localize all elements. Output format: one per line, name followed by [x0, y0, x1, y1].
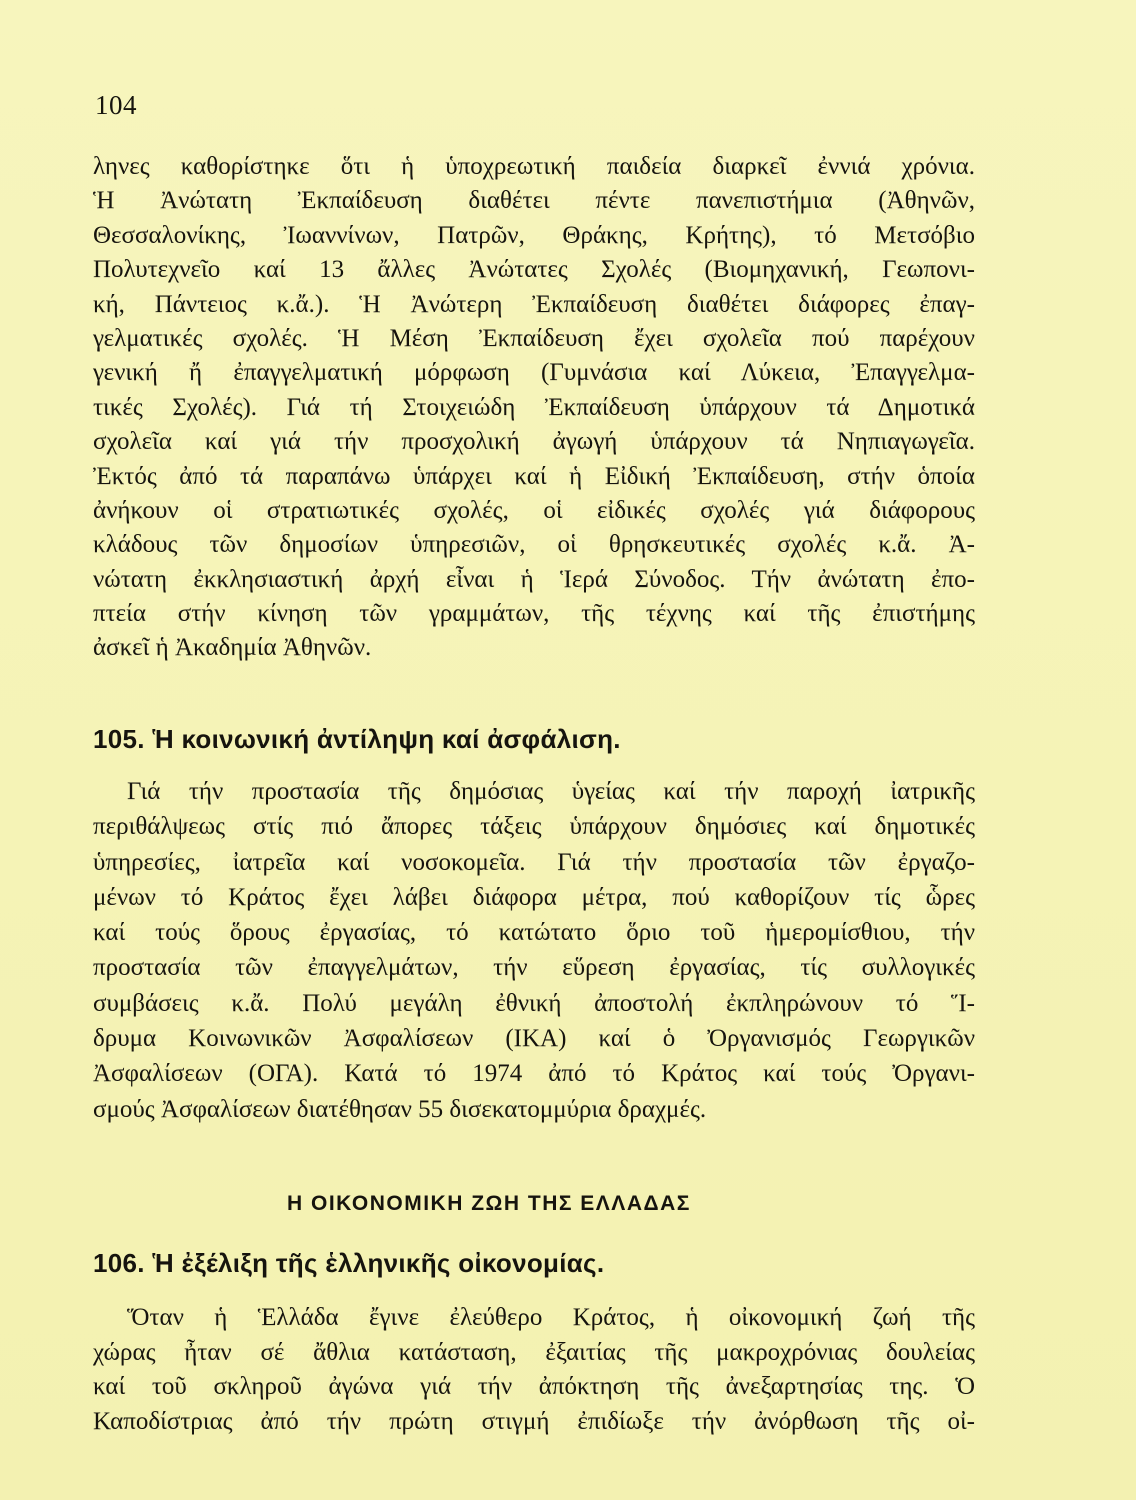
text-line: Ἡ Ἀνώτατη Ἐκπαίδευση διαθέτει πέντε πανεπιστήμια (Ἀθηνῶν,: [93, 187, 975, 215]
text-line: Καποδίστριας ἀπό τήν πρώτη στιγμή ἐπιδίωξε τήν ἀνόρθωση τῆς οἰ-: [93, 1407, 975, 1435]
text-line: σχολεῖα καί γιά τήν προσχολική ἀγωγή ὑπάρχουν τά Νηπιαγωγεῖα.: [93, 428, 975, 456]
text-line: ἀσκεῖ ἡ Ἀκαδημία Ἀθηνῶν.: [93, 634, 372, 662]
text-line: σμούς Ἀσφαλίσεων διατέθησαν 55 δισεκατομμύρια δραχμές.: [93, 1095, 707, 1123]
text-line: δρυμα Κοινωνικῶν Ἀσφαλίσεων (ΙΚΑ) καί ὁ Ὀργανισμός Γεωργικῶν: [93, 1025, 975, 1053]
text-line: χώρας ἦταν σέ ἄθλια κατάσταση, ἐξαιτίας τῆς μακροχρόνιας δουλείας: [93, 1338, 975, 1366]
text-line: γενική ἤ ἐπαγγελματική μόρφωση (Γυμνάσια καί Λύκεια, Ἐπαγγελμα-: [93, 359, 975, 387]
text-line: τικές Σχολές). Γιά τή Στοιχειώδη Ἐκπαίδευση ὑπάρχουν τά Δημοτικά: [93, 393, 975, 421]
text-line: περιθάλψεως στίς πιό ἄπορες τάξεις ὑπάρχουν δημόσιες καί δημοτικές: [93, 813, 975, 841]
text-line: καί τοῦ σκληροῦ ἀγώνα γιά τήν ἀπόκτηση τῆς ἀνεξαρτησίας της. Ὁ: [93, 1373, 975, 1400]
text-line: Γιά τήν προστασία τῆς δημόσιας ὑγείας καί τήν παροχή ἰατρικῆς: [127, 778, 975, 805]
text-line: μένων τό Κράτος ἔχει λάβει διάφορα μέτρα, πού καθορίζουν τίς ὧρες: [93, 883, 975, 911]
text-line: πτεία στήν κίνηση τῶν γραμμάτων, τῆς τέχνης καί τῆς ἐπιστήμης: [93, 600, 975, 628]
paragraph-education: [93, 150, 975, 666]
text-line: Θεσσαλονίκης, Ἰωαννίνων, Πατρῶν, Θράκης, Κρήτης), τό Μετσόβιο: [93, 221, 975, 249]
paragraph-economy: [93, 1301, 975, 1439]
text-line: ἀνήκουν οἱ στρατιωτικές σχολές, οἱ εἰδικές σχολές γιά διάφορους: [93, 496, 975, 524]
section-heading-106: 106. Ἡ ἐξέλιξη τῆς ἑλληνικῆς οἰκονομίας.: [93, 1248, 605, 1278]
text-line: κλάδους τῶν δημοσίων ὑπηρεσιῶν, οἱ θρησκευτικές σχολές κ.ἄ. Ἀ-: [93, 531, 975, 559]
text-line: ληνες καθορίστηκε ὅτι ἡ ὑποχρεωτική παιδεία διαρκεῖ ἐννιά χρόνια.: [93, 153, 975, 180]
text-line: Ὅταν ἡ Ἑλλάδα ἔγινε ἐλεύθερο Κράτος, ἡ οἰκονομική ζωή τῆς: [127, 1304, 975, 1331]
text-line: νώτατη ἐκκλησιαστική ἀρχή εἶναι ἡ Ἱερά Σύνοδος. Τήν ἀνώτατη ἐπο-: [93, 565, 975, 593]
text-line: Ἐκτός ἀπό τά παραπάνω ὑπάρχει καί ἡ Εἰδική Ἐκπαίδευση, στήν ὁποία: [93, 462, 975, 490]
paragraph-social-insurance: [93, 774, 975, 1127]
text-line: Ἀσφαλίσεων (ΟΓΑ). Κατά τό 1974 ἀπό τό Κράτος καί τούς Ὀργανι-: [93, 1060, 975, 1088]
page-number: 104: [95, 90, 137, 120]
text-line: Πολυτεχνεῖο καί 13 ἄλλες Ἀνώτατες Σχολές (Βιομηχανική, Γεωπονι-: [93, 256, 975, 284]
chapter-heading: Η ΟΙΚΟΝΟΜΙΚΗ ΖΩΗ ΤΗΣ ΕΛΛΑΔΑΣ: [287, 1192, 691, 1215]
section-heading-105: 105. Ἡ κοινωνική ἀντίληψη καί ἀσφάλιση.: [93, 724, 621, 754]
text-line: γελματικές σχολές. Ἡ Μέση Ἐκπαίδευση ἔχει σχολεῖα πού παρέχουν: [93, 324, 975, 352]
text-line: κή, Πάντειος κ.ἄ.). Ἡ Ἀνώτερη Ἐκπαίδευση διαθέτει διάφορες ἐπαγ-: [93, 290, 975, 318]
text-line: καί τούς ὅρους ἐργασίας, τό κατώτατο ὅριο τοῦ ἡμερομίσθιου, τήν: [93, 919, 975, 947]
text-line: προστασία τῶν ἐπαγγελμάτων, τήν εὕρεση ἐργασίας, τίς συλλογικές: [93, 954, 975, 982]
text-line: ὑπηρεσίες, ἰατρεῖα καί νοσοκομεῖα. Γιά τήν προστασία τῶν ἐργαζο-: [93, 848, 975, 876]
text-line: συμβάσεις κ.ἄ. Πολύ μεγάλη ἐθνική ἀποστολή ἐκπληρώνουν τό Ἵ-: [93, 989, 975, 1017]
